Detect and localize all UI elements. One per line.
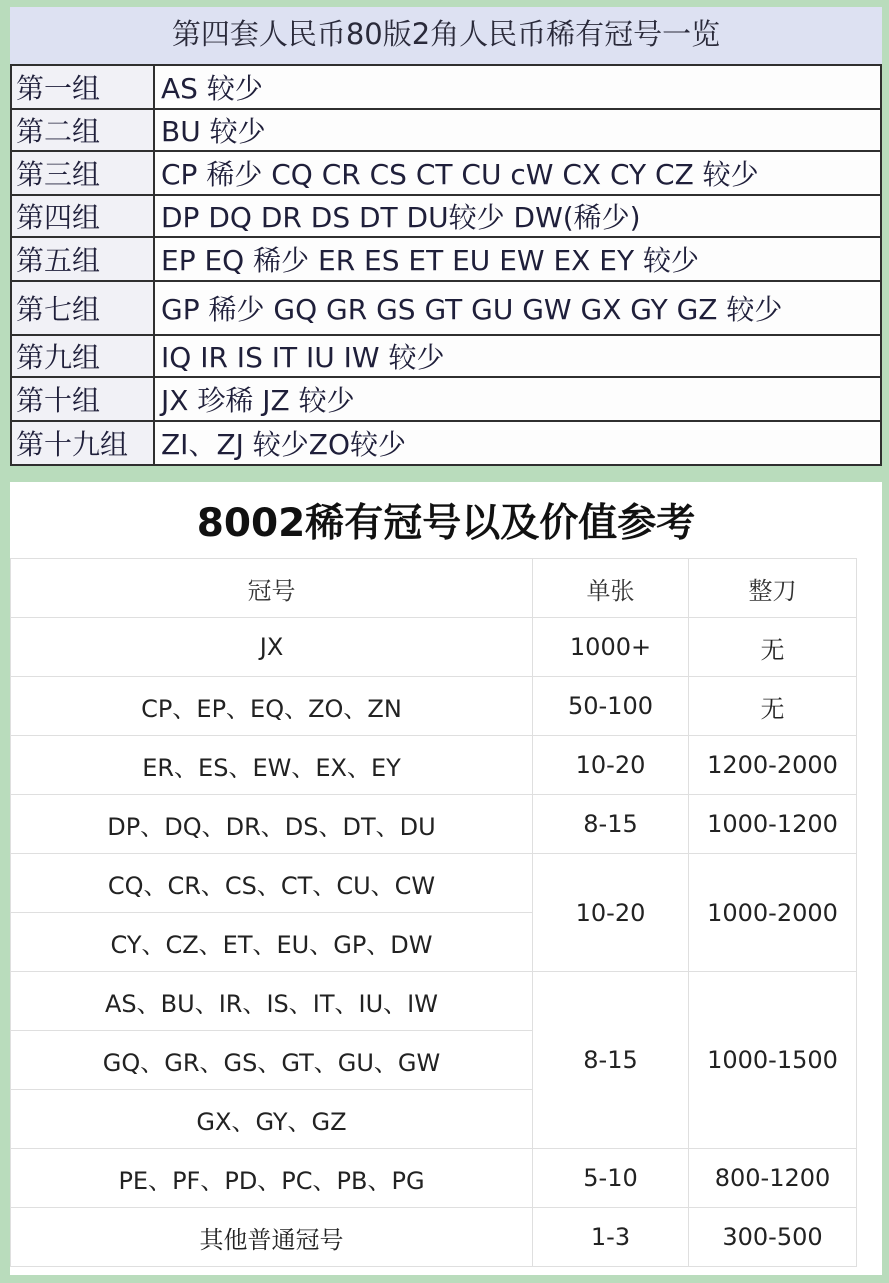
prefix-cell: CY、CZ、ET、EU、GP、DW: [11, 913, 533, 972]
bundle-price-cell: 300-500: [689, 1208, 857, 1267]
bundle-price-cell: 800-1200: [689, 1149, 857, 1208]
table-row: [11, 736, 857, 795]
list-row: [11, 377, 881, 421]
group-name: 第五组: [11, 237, 154, 281]
prefix-cell: GQ、GR、GS、GT、GU、GW: [11, 1031, 533, 1090]
group-name: 第十组: [11, 377, 154, 421]
prefix-cell: ER、ES、EW、EX、EY: [11, 736, 533, 795]
group-name: 第四组: [11, 195, 154, 237]
group-prefixes: AS 较少: [154, 65, 881, 109]
table-row: [11, 677, 857, 736]
single-price-cell: 10-20: [533, 736, 689, 795]
group-prefixes: GP 稀少 GQ GR GS GT GU GW GX GY GZ 较少: [154, 281, 881, 335]
single-price-cell: 50-100: [533, 677, 689, 736]
group-name: 第二组: [11, 109, 154, 151]
single-price-cell: 5-10: [533, 1149, 689, 1208]
rare-prefix-list-table: [10, 64, 882, 466]
list-row: [11, 237, 881, 281]
prefix-cell: PE、PF、PD、PC、PB、PG: [11, 1149, 533, 1208]
group-name: 第一组: [11, 65, 154, 109]
single-price-cell: 1-3: [533, 1208, 689, 1267]
bundle-header: 整刀: [689, 559, 857, 618]
group-prefixes: ZI、ZJ 较少ZO较少: [154, 421, 881, 465]
group-prefixes: EP EQ 稀少 ER ES ET EU EW EX EY 较少: [154, 237, 881, 281]
prefix-cell: AS、BU、IR、IS、IT、IU、IW: [11, 972, 533, 1031]
list-title: 第四套人民币80版2角人民币稀有冠号一览: [10, 7, 882, 64]
list-row: [11, 335, 881, 377]
group-name: 第三组: [11, 151, 154, 195]
value-title: 8002稀有冠号以及价值参考: [196, 501, 696, 546]
list-row: [11, 421, 881, 465]
table-row: [11, 618, 857, 677]
table-row: [11, 854, 857, 913]
bundle-price-cell: 1200-2000: [689, 736, 857, 795]
bundle-price-cell: 无: [689, 677, 857, 736]
prefix-header: 冠号: [11, 559, 533, 618]
prefix-cell: CP、EP、EQ、ZO、ZN: [11, 677, 533, 736]
list-row: [11, 109, 881, 151]
list-row: [11, 151, 881, 195]
list-row: [11, 195, 881, 237]
prefix-cell: JX: [11, 618, 533, 677]
single-price-cell: 8-15: [533, 795, 689, 854]
group-prefixes: DP DQ DR DS DT DU较少 DW(稀少): [154, 195, 881, 237]
rare-prefix-list-panel: [10, 7, 882, 465]
value-reference-panel: [10, 482, 882, 1275]
group-prefixes: CP 稀少 CQ CR CS CT CU cW CX CY CZ 较少: [154, 151, 881, 195]
list-row: [11, 281, 881, 335]
bundle-price-cell: 无: [689, 618, 857, 677]
prefix-cell: CQ、CR、CS、CT、CU、CW: [11, 854, 533, 913]
bundle-price-cell: 1000-2000: [689, 854, 857, 972]
table-row: [11, 1149, 857, 1208]
prefix-cell: 其他普通冠号: [11, 1208, 533, 1267]
group-name: 第十九组: [11, 421, 154, 465]
group-name: 第七组: [11, 281, 154, 335]
prefix-cell: GX、GY、GZ: [11, 1090, 533, 1149]
list-row: [11, 65, 881, 109]
bundle-price-cell: 1000-1500: [689, 972, 857, 1149]
table-row: [11, 795, 857, 854]
value-reference-table: [10, 558, 857, 1267]
single-price-cell: 10-20: [533, 854, 689, 972]
group-prefixes: IQ IR IS IT IU IW 较少: [154, 335, 881, 377]
group-name: 第九组: [11, 335, 154, 377]
bundle-price-cell: 1000-1200: [689, 795, 857, 854]
single-header: 单张: [533, 559, 689, 618]
group-prefixes: BU 较少: [154, 109, 881, 151]
prefix-cell: DP、DQ、DR、DS、DT、DU: [11, 795, 533, 854]
single-price-cell: 8-15: [533, 972, 689, 1149]
table-header-row: [11, 559, 857, 618]
single-price-cell: 1000+: [533, 618, 689, 677]
group-prefixes: JX 珍稀 JZ 较少: [154, 377, 881, 421]
table-row: [11, 972, 857, 1031]
table-row: [11, 1208, 857, 1267]
